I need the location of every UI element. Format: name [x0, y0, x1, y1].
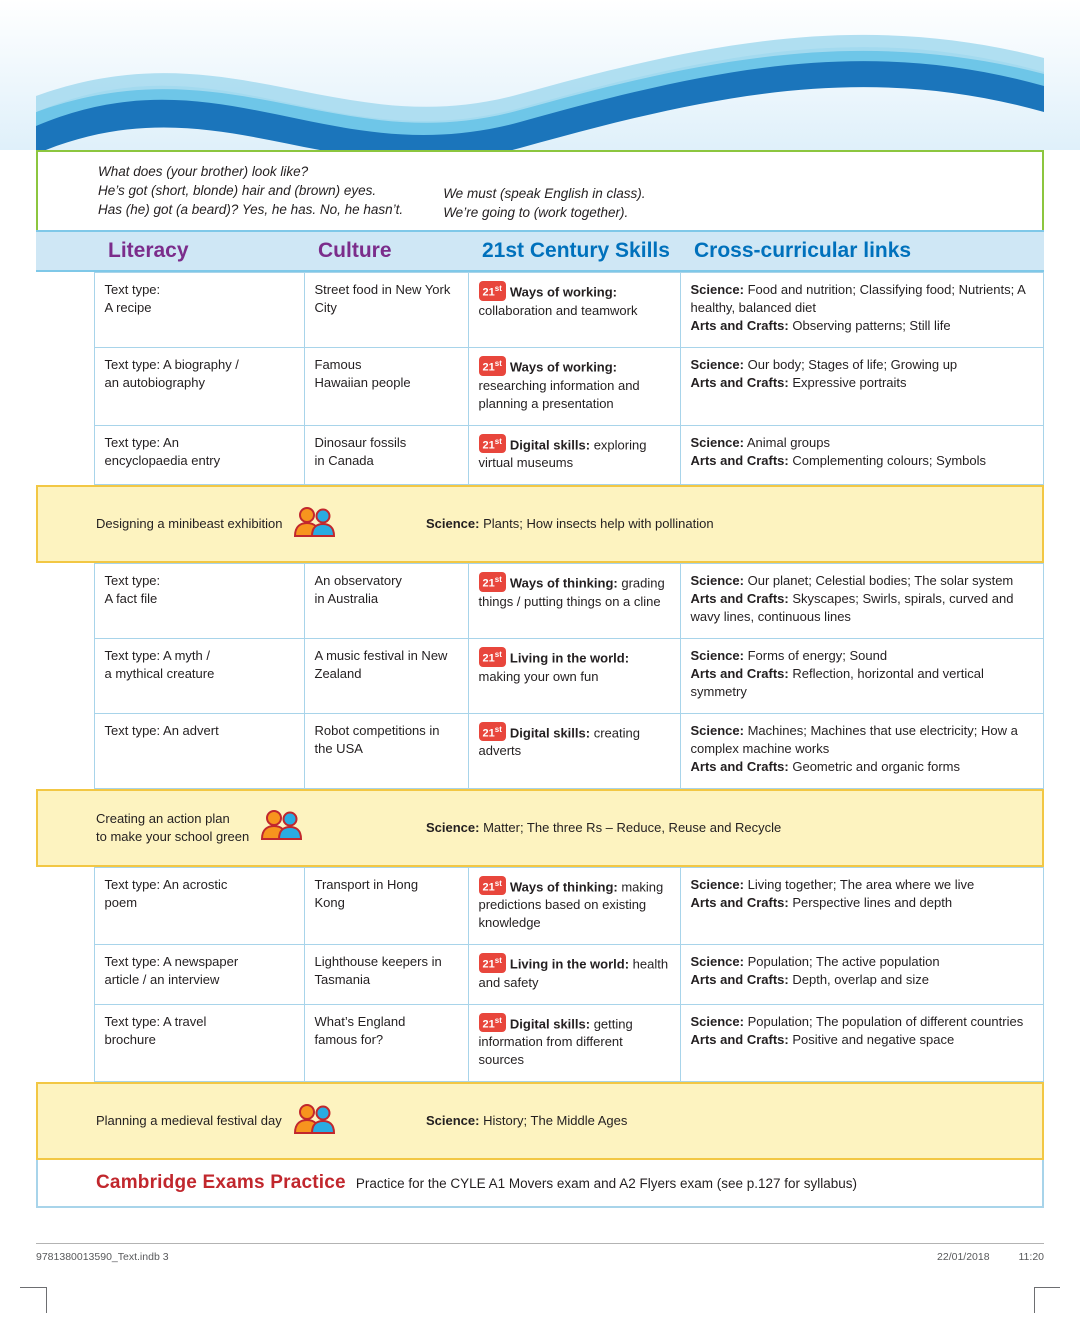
cross-line: Arts and Crafts: Reflection, horizontal and vertical symmetry — [690, 665, 984, 699]
cell-21st-skills — [468, 638, 680, 713]
text-line: in Australia — [314, 591, 379, 607]
twenty-first-century-icon: 21st — [479, 953, 506, 973]
project-science-link: Science: History; The Middle Ages — [426, 1113, 628, 1129]
cell-cross-curricular — [680, 348, 1044, 425]
cell-literacy — [94, 425, 304, 485]
text-line: Text type: An — [104, 434, 179, 450]
grammar-right-column — [443, 162, 645, 222]
cell-culture — [304, 425, 468, 485]
text-line: What’s England — [314, 1013, 406, 1029]
gutter-cell — [36, 713, 94, 788]
grammar-line: What does (your brother) look like? — [98, 164, 309, 179]
cell-cross-curricular — [680, 425, 1044, 485]
text-line: Transport in Hong — [314, 876, 419, 892]
skill-text: researching information and planning a presentation — [478, 377, 640, 411]
skill-text: making predictions based on existing knowledge — [478, 879, 664, 931]
cross-line: Arts and Crafts: Perspective lines and depth — [690, 894, 953, 910]
table-row — [36, 564, 1044, 639]
table-row — [36, 273, 1044, 348]
footer-timestamp — [911, 1251, 1044, 1263]
cell-literacy — [94, 945, 304, 1005]
cross-line: Science: Our body; Stages of life; Growing up — [690, 357, 958, 373]
project-science-link: Science: Matter; The three Rs – Reduce, Reuse and Recycle — [426, 819, 782, 835]
cell-21st-skills — [468, 425, 680, 485]
text-line: Text type: An advert — [104, 722, 219, 738]
cell-culture — [304, 273, 468, 348]
cell-cross-curricular — [680, 713, 1044, 788]
grammar-left-column — [98, 162, 403, 222]
cross-line: Science: Population; The population of different countries — [690, 1013, 1024, 1029]
crop-mark — [1034, 1287, 1035, 1313]
cross-line: Arts and Crafts: Depth, overlap and size — [690, 971, 929, 987]
text-line: Text type: — [104, 282, 161, 298]
text-line: Hawaiian people — [314, 375, 411, 391]
text-line: brochure — [104, 1031, 156, 1047]
page-content — [36, 150, 1044, 1208]
text-line: a mythical creature — [104, 665, 215, 681]
crop-mark — [46, 1287, 47, 1313]
cell-cross-curricular — [680, 638, 1044, 713]
text-line: Tasmania — [314, 971, 371, 987]
header-wave-graphic — [0, 0, 1080, 150]
text-line: Lighthouse keepers in — [314, 954, 442, 970]
cross-line: Arts and Crafts: Observing patterns; Still life — [690, 318, 951, 334]
table-header-row — [36, 230, 1044, 272]
text-line: Dinosaur fossils — [314, 434, 407, 450]
skill-label: Ways of thinking: — [509, 575, 618, 591]
cell-literacy — [94, 638, 304, 713]
exam-practice-title: Cambridge Exams Practice — [96, 1172, 346, 1194]
cell-culture — [304, 945, 468, 1005]
twenty-first-century-icon: 21st — [479, 876, 506, 896]
twenty-first-century-icon: 21st — [479, 572, 506, 592]
cambridge-exams-practice-bar — [36, 1160, 1044, 1208]
project-title-text: Planning a medieval festival day — [96, 1113, 282, 1129]
text-line: Famous — [314, 357, 362, 373]
cell-21st-skills — [468, 1004, 680, 1081]
text-line: the USA — [314, 740, 363, 756]
footer-file-info — [36, 1251, 191, 1263]
syllabus-table-block-2 — [36, 563, 1044, 788]
skill-label: Living in the world: — [509, 650, 630, 666]
cell-literacy — [94, 713, 304, 788]
table-row — [36, 1004, 1044, 1081]
skill-text: grading things / putting things on a cline — [478, 575, 665, 609]
project-title — [96, 506, 426, 543]
crop-mark — [1034, 1287, 1060, 1288]
project-band-1 — [36, 485, 1044, 563]
twenty-first-century-icon: 21st — [479, 1013, 506, 1033]
group-work-icon — [259, 809, 303, 846]
grammar-line: Has (he) got (a beard)? Yes, he has. No, he hasn’t. — [98, 202, 404, 218]
text-line: Text type: An acrostic — [104, 876, 228, 892]
cell-21st-skills — [468, 564, 680, 639]
skill-text: exploring virtual museums — [478, 437, 647, 471]
text-line: poem — [104, 894, 138, 910]
project-band-2 — [36, 789, 1044, 867]
column-header-cross-curricular-links: Cross-curricular links — [694, 239, 912, 263]
text-line: City — [314, 300, 337, 316]
gutter-cell — [36, 638, 94, 713]
text-line: Text type: A travel — [104, 1013, 207, 1029]
skill-text: collaboration and teamwork — [478, 302, 638, 318]
cell-cross-curricular — [680, 273, 1044, 348]
cell-21st-skills — [468, 713, 680, 788]
project-title — [96, 809, 426, 846]
cross-line: Science: Forms of energy; Sound — [690, 647, 888, 663]
text-line: An observatory — [314, 573, 402, 589]
table-row — [36, 945, 1044, 1005]
skill-label: Ways of thinking: — [509, 879, 618, 895]
twenty-first-century-icon: 21st — [479, 281, 506, 301]
cell-culture — [304, 713, 468, 788]
footer-time: 11:20 — [1018, 1251, 1044, 1263]
table-row — [36, 348, 1044, 425]
cross-line: Arts and Crafts: Complementing colours; Symbols — [690, 452, 986, 468]
text-line: Text type: A newspaper — [104, 954, 239, 970]
text-line: famous for? — [314, 1031, 384, 1047]
crop-mark — [20, 1287, 46, 1288]
twenty-first-century-icon: 21st — [479, 722, 506, 742]
skill-label: Digital skills: — [509, 437, 591, 453]
cross-line: Arts and Crafts: Geometric and organic forms — [690, 758, 960, 774]
gutter-cell — [36, 867, 94, 944]
text-line: in Canada — [314, 452, 374, 468]
table-row — [36, 867, 1044, 944]
footer-date: 22/01/2018 — [937, 1251, 990, 1263]
text-line: article / an interview — [104, 971, 220, 987]
skill-label: Ways of working: — [509, 359, 618, 375]
grammar-line: He’s got (short, blonde) hair and (brown) eyes. — [98, 183, 377, 199]
cell-culture — [304, 638, 468, 713]
syllabus-table-block-3 — [36, 867, 1044, 1082]
cross-line: Science: Food and nutrition; Classifying food; Nutrients; A healthy, balanced diet — [690, 282, 1026, 316]
group-work-icon — [292, 1103, 336, 1140]
text-line: Zealand — [314, 665, 362, 681]
cell-literacy — [94, 273, 304, 348]
cross-line: Science: Animal groups — [690, 434, 830, 450]
text-line: Street food in New York — [314, 282, 451, 298]
skill-label: Ways of working: — [509, 284, 618, 300]
gutter-cell — [36, 348, 94, 425]
cell-cross-curricular — [680, 867, 1044, 944]
syllabus-table-block-1 — [36, 272, 1044, 485]
wave-svg — [0, 0, 1080, 150]
cell-cross-curricular — [680, 945, 1044, 1005]
skill-text: getting information from different sources — [478, 1016, 633, 1068]
text-line: Robot competitions in — [314, 722, 440, 738]
text-line: A recipe — [104, 300, 152, 316]
cell-culture — [304, 348, 468, 425]
cell-culture — [304, 867, 468, 944]
cell-literacy — [94, 348, 304, 425]
grammar-line: We must (speak English in class). — [443, 186, 646, 201]
text-line: Text type: A myth / — [104, 647, 210, 663]
cross-line: Science: Population; The active population — [690, 954, 940, 970]
cross-line: Arts and Crafts: Positive and negative space — [690, 1031, 955, 1047]
gutter-cell — [36, 1004, 94, 1081]
column-header-culture: Culture — [318, 239, 392, 263]
cross-line: Arts and Crafts: Expressive portraits — [690, 375, 907, 391]
cell-21st-skills — [468, 348, 680, 425]
text-line: A fact file — [104, 591, 158, 607]
text-line: encyclopaedia entry — [104, 452, 221, 468]
column-header-literacy: Literacy — [108, 239, 189, 263]
group-work-icon — [292, 506, 336, 543]
cell-cross-curricular — [680, 1004, 1044, 1081]
cross-line: Science: Living together; The area where we live — [690, 876, 975, 892]
exam-practice-text: Practice for the CYLE A1 Movers exam and A2 Flyers exam (see p.127 for syllabus) — [355, 1176, 858, 1192]
cell-21st-skills — [468, 273, 680, 348]
project-title-text: Creating an action plan to make your school green — [96, 810, 250, 844]
gutter-cell — [36, 945, 94, 1005]
project-title-text: Designing a minibeast exhibition — [96, 516, 283, 532]
cell-21st-skills — [468, 945, 680, 1005]
page-footer — [36, 1243, 1044, 1263]
cell-literacy — [94, 564, 304, 639]
table-row — [36, 713, 1044, 788]
column-header-21st-century-skills: 21st Century Skills — [482, 239, 670, 263]
skill-label: Digital skills: — [509, 725, 591, 741]
gutter-cell — [36, 564, 94, 639]
grammar-line: We’re going to (work together). — [443, 205, 629, 221]
grammar-summary-box — [36, 150, 1044, 230]
skill-text: health and safety — [478, 956, 669, 990]
text-line: an autobiography — [104, 375, 205, 391]
cell-culture — [304, 564, 468, 639]
twenty-first-century-icon: 21st — [479, 434, 506, 454]
skill-label: Digital skills: — [509, 1016, 591, 1032]
twenty-first-century-icon: 21st — [479, 356, 506, 376]
skill-label: Living in the world: — [509, 956, 630, 972]
text-line: Kong — [314, 894, 345, 910]
cell-cross-curricular — [680, 564, 1044, 639]
table-row — [36, 638, 1044, 713]
cell-21st-skills — [468, 867, 680, 944]
skill-text: making your own fun — [478, 668, 599, 684]
cross-line: Arts and Crafts: Skyscapes; Swirls, spirals, curved and wavy lines, continuous lines — [690, 591, 1014, 624]
gutter-cell — [36, 425, 94, 485]
cross-line: Science: Our planet; Celestial bodies; The solar system — [690, 573, 1014, 589]
twenty-first-century-icon: 21st — [479, 647, 506, 667]
cell-culture — [304, 1004, 468, 1081]
text-line: A music festival in New — [314, 647, 448, 663]
project-title — [96, 1103, 426, 1140]
project-science-link: Science: Plants; How insects help with pollination — [426, 516, 714, 532]
text-line: Text type: A biography / — [104, 357, 239, 373]
footer-filename: 9781380013590_Text.indb 3 — [36, 1251, 169, 1263]
cell-literacy — [94, 1004, 304, 1081]
gutter-cell — [36, 273, 94, 348]
table-row — [36, 425, 1044, 485]
skill-text: creating adverts — [478, 725, 640, 759]
project-band-3 — [36, 1082, 1044, 1160]
cross-line: Science: Machines; Machines that use electricity; How a complex machine works — [690, 722, 1018, 756]
cell-literacy — [94, 867, 304, 944]
text-line: Text type: — [104, 573, 161, 589]
